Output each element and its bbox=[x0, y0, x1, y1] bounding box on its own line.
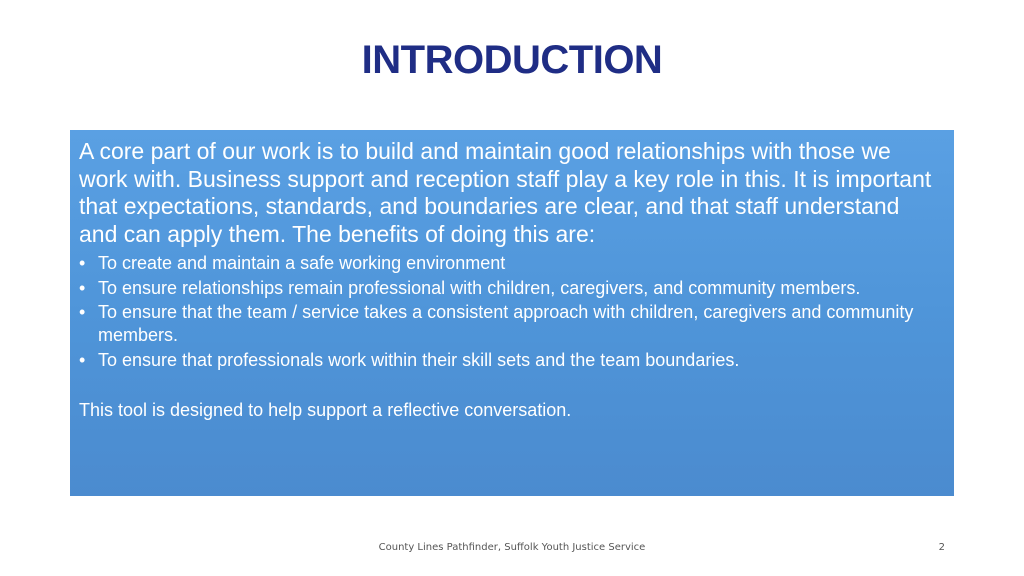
benefit-item bbox=[79, 301, 940, 347]
bullet-mark: • bbox=[79, 302, 86, 322]
bullet-mark: • bbox=[79, 349, 86, 370]
bullet-mark: • bbox=[79, 253, 86, 273]
benefit-text: To create and maintain a safe working environment bbox=[98, 253, 506, 273]
benefit-item bbox=[79, 349, 940, 372]
footer-text: County Lines Pathfinder, Suffolk Youth Justice Service bbox=[378, 542, 646, 553]
content-box bbox=[70, 130, 954, 496]
page-number: 2 bbox=[938, 542, 945, 553]
intro-paragraph: A core part of our work is to build and maintain good relationships with those we work with. Business support and reception staff play a key role in this. It is important that expectations, standards, and boundaries are clear, and that staff understand and can apply them. The benefits of doing this are: bbox=[79, 138, 932, 247]
benefit-text: To ensure that the team / service takes a consistent approach with children, caregivers and community members. bbox=[98, 302, 914, 345]
slide-title: INTRODUCTION bbox=[361, 38, 663, 82]
benefit-text: To ensure relationships remain professional with children, caregivers, and community members. bbox=[98, 277, 861, 298]
benefit-item bbox=[79, 277, 940, 300]
benefit-item bbox=[79, 252, 940, 275]
benefit-list bbox=[79, 252, 940, 372]
closing-line: This tool is designed to help support a reflective conversation. bbox=[79, 399, 572, 420]
benefit-text: To ensure that professionals work within their skill sets and the team boundaries. bbox=[98, 349, 740, 370]
bullet-mark: • bbox=[79, 277, 86, 298]
